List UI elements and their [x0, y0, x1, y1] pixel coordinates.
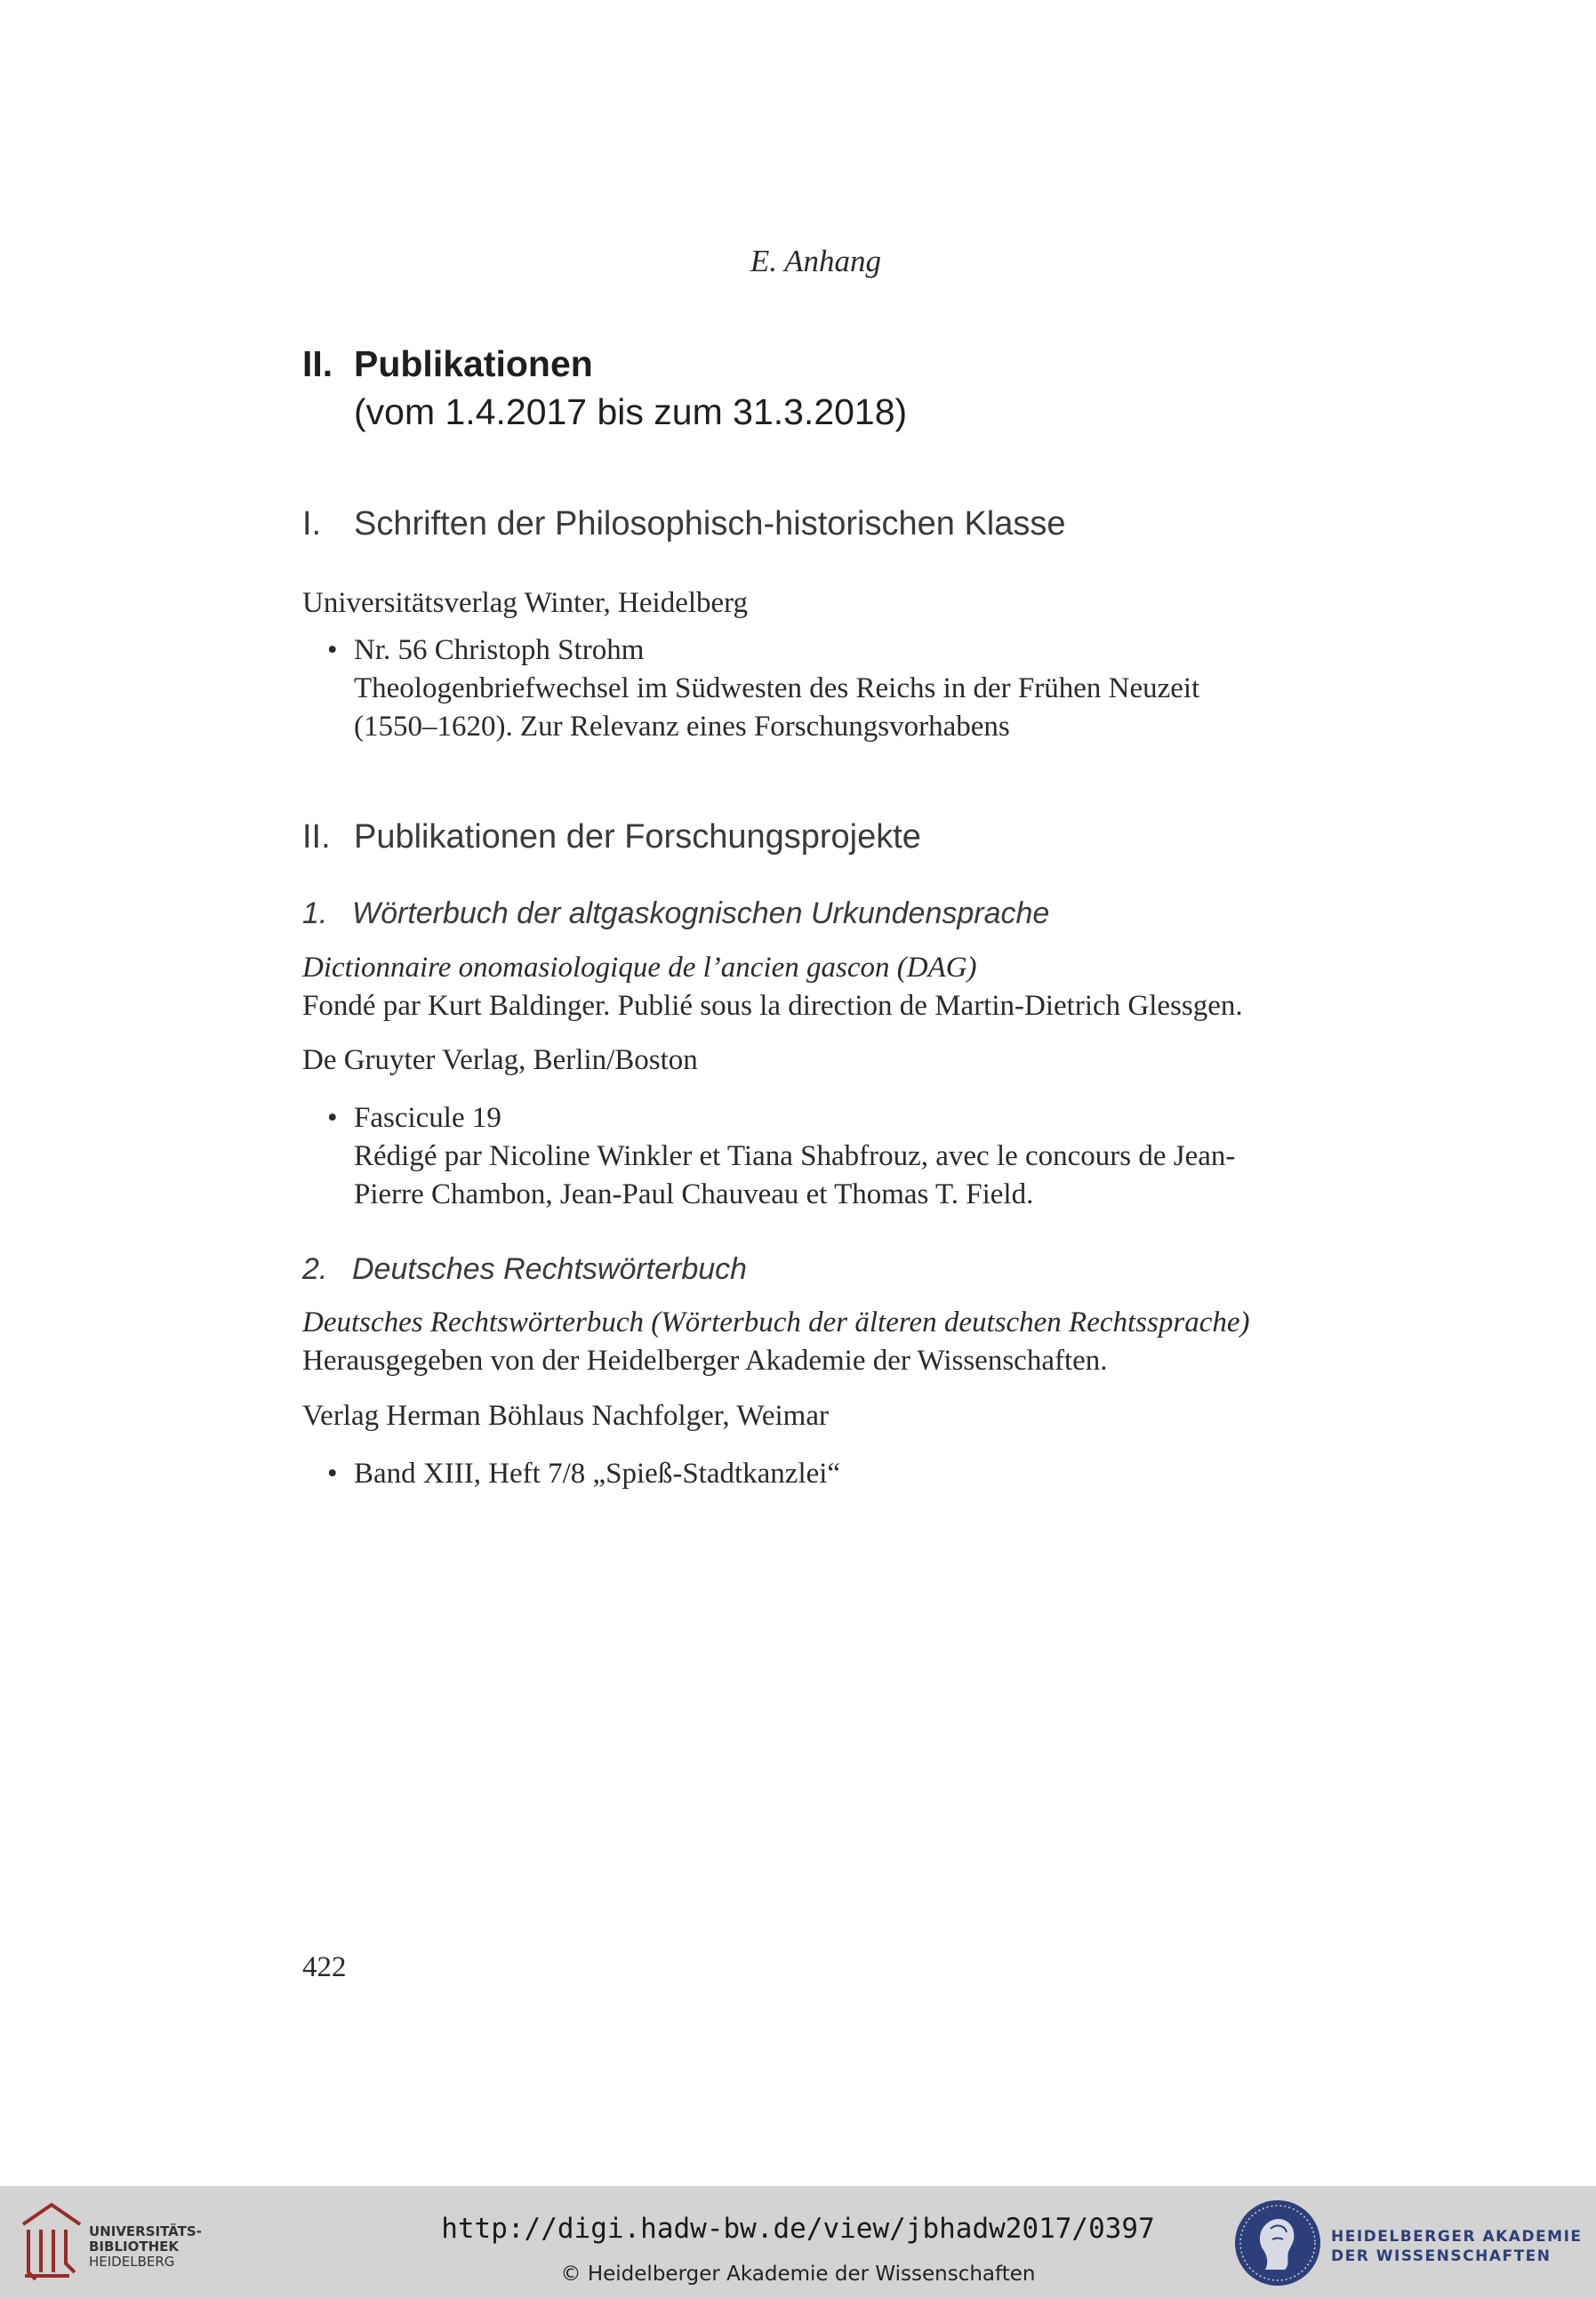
project-description: [302, 949, 1243, 1025]
editors-line: Herausgegeben von der Heidelberger Akademie der Wissenschaften.: [302, 1345, 1108, 1377]
editors-line: Fondé par Kurt Baldinger. Publié sous la direction de Martin-Dietrich Glessgen.: [302, 990, 1243, 1022]
publisher-line: Verlag Herman Böhlaus Nachfolger, Weimar: [302, 1400, 829, 1432]
chapter-title: Publikationen: [354, 343, 593, 384]
section-heading-1: [302, 505, 1066, 543]
bullet-icon: •: [327, 1102, 338, 1134]
academy-logo[interactable]: [1231, 2197, 1587, 2293]
item-line: Pierre Chambon, Jean-Paul Chauveau et Thomas T. Field.: [354, 1178, 1034, 1210]
list-item: [327, 1099, 1236, 1214]
footer-bar: [0, 2186, 1596, 2299]
project-title: Wörterbuch der altgaskognischen Urkundensprache: [352, 896, 1050, 930]
item-line: Fascicule 19: [354, 1102, 501, 1134]
item-line: Theologenbriefwechsel im Südwesten des Reichs in der Frühen Neuzeit: [354, 672, 1200, 704]
running-head: E. Anhang: [750, 244, 882, 278]
project-heading-2: [302, 1252, 747, 1287]
project-description: [302, 1304, 1250, 1380]
project-heading-1: [302, 896, 1049, 931]
logo-left-line: BIBLIOTHEK: [89, 2239, 179, 2255]
list-item: [327, 631, 1200, 746]
project-title: Deutsches Rechtswörterbuch: [352, 1252, 748, 1286]
page-number: 422: [302, 1951, 347, 1983]
chapter-subtitle: (vom 1.4.2017 bis zum 31.3.2018): [354, 391, 908, 432]
document-url[interactable]: http://digi.hadw-bw.de/view/jbhadw2017/0397: [441, 2213, 1155, 2245]
logo-left-line: HEIDELBERG: [89, 2254, 175, 2270]
chapter-heading: [302, 340, 907, 436]
list-item: [327, 1455, 841, 1493]
chapter-number: II.: [302, 343, 333, 384]
copyright-notice: © Heidelberger Akademie der Wissenschaften: [560, 2263, 1036, 2286]
series-title: Deutsches Rechtswörterbuch (Wörterbuch der älteren deutschen Rechtssprache): [302, 1306, 1250, 1338]
publisher-line: Universitätsverlag Winter, Heidelberg: [302, 587, 749, 619]
section-title: Schriften der Philosophisch-historischen Klasse: [354, 505, 1066, 543]
item-line: Nr. 56 Christoph Strohm: [354, 634, 645, 666]
section-number: II.: [302, 818, 331, 856]
project-number: 2.: [302, 1252, 328, 1286]
logo-right-line: HEIDELBERGER AKADEMIE: [1331, 2228, 1583, 2246]
academy-seal-icon: [1231, 2197, 1324, 2289]
section-number: I.: [302, 505, 322, 543]
logo-left-line: UNIVERSITÄTS-: [89, 2223, 202, 2239]
series-title: Dictionnaire onomasiologique de l’ancien gascon (DAG): [302, 952, 977, 984]
item-line: Band XIII, Heft 7/8 „Spieß-Stadtkanzlei“: [354, 1458, 841, 1490]
item-line: Rédigé par Nicoline Winkler et Tiana Shabfrouz, avec le concours de Jean-: [354, 1140, 1236, 1172]
bullet-icon: •: [327, 634, 338, 666]
publisher-line: De Gruyter Verlag, Berlin/Boston: [302, 1044, 698, 1076]
project-number: 1.: [302, 896, 328, 930]
section-heading-2: [302, 818, 921, 856]
item-line: (1550–1620). Zur Relevanz eines Forschungsvorhabens: [354, 711, 1010, 743]
section-title: Publikationen der Forschungsprojekte: [354, 818, 921, 856]
logo-right-line: DER WISSENSCHAFTEN: [1331, 2247, 1552, 2265]
bullet-icon: •: [327, 1458, 338, 1490]
